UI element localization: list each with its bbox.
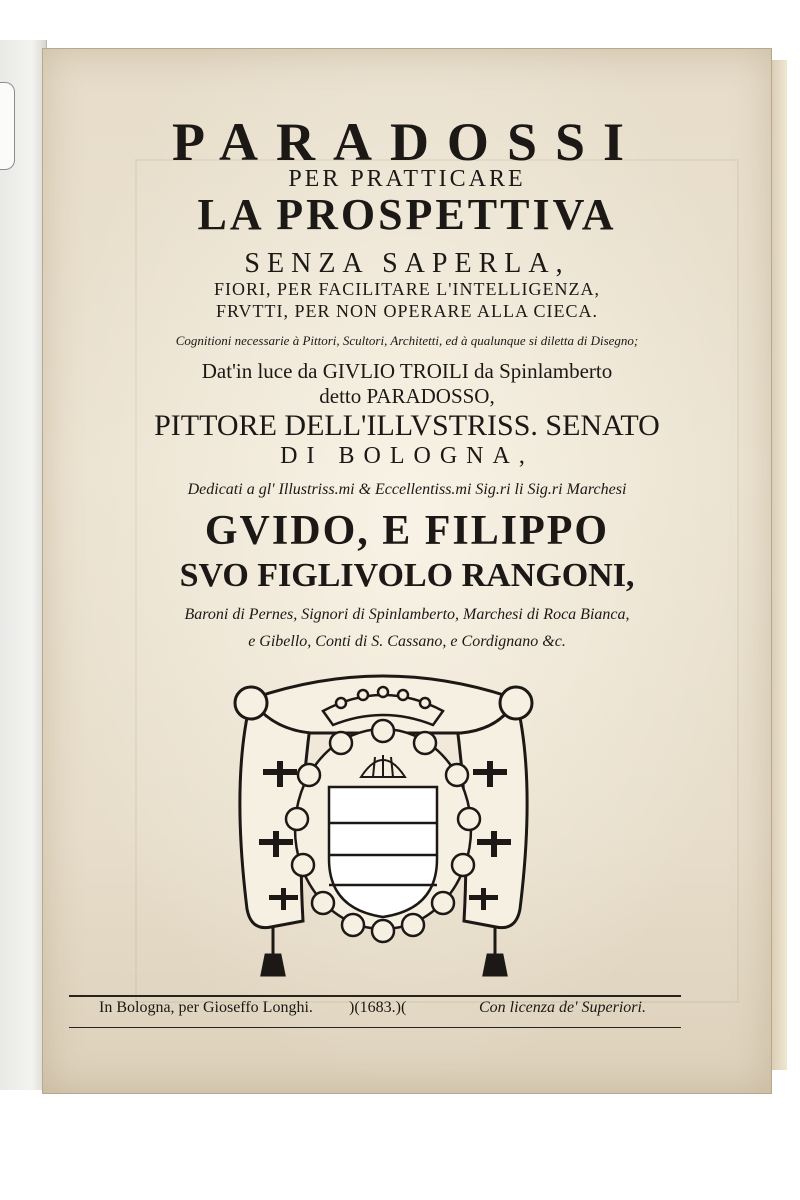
titles-line-1: Baroni di Pernes, Signori di Spinlamberto, Marchesi di Roca Bianca, — [184, 606, 630, 623]
author-title-line-2: DI BOLOGNA, — [280, 443, 534, 469]
page-edge — [770, 60, 787, 1070]
bookmark-tab — [0, 82, 15, 170]
title-line-4: SENZA SAPERLA, — [244, 248, 570, 279]
title-line-2: PER PRATTICARE — [288, 166, 526, 192]
subtitle-line-2: FRVTTI, PER NON OPERARE ALLA CIECA. — [215, 301, 599, 321]
author-title-line-1: PITTORE DELL'ILLVSTRISS. SENATO — [154, 409, 660, 442]
title-page — [42, 48, 772, 1094]
shield — [329, 787, 437, 917]
coat-of-arms-engraving — [211, 659, 556, 977]
dedication-line: Dedicati a gl' Illustriss.mi & Eccellentiss.mi Sig.ri li Sig.ri Marchesi — [187, 481, 627, 498]
dedicatee-line-2: SVO FIGLIVOLO RANGONI, — [179, 557, 635, 594]
left-board — [0, 40, 47, 1090]
imprint-license: Con licenza de' Superiori. — [479, 999, 646, 1016]
imprint-place: In Bologna, per Gioseffo Longhi. — [99, 999, 313, 1016]
imprint-rule-bottom — [69, 1027, 681, 1028]
title-line-3: LA PROSPETTIVA — [197, 190, 617, 239]
main-title: PARADOSSI — [171, 112, 643, 172]
audience-line: Cognitioni necessarie à Pittori, Scultori, Architetti, ed à qualunque si diletta di Disegno; — [175, 333, 639, 348]
titles-line-2: e Gibello, Conti di S. Cassano, e Cordignano &c. — [248, 633, 566, 650]
subtitle-line-1: FIORI, PER FACILITARE L'INTELLIGENZA, — [214, 279, 600, 299]
imprint-rule-top — [69, 995, 681, 997]
dedicatee-line-1: GVIDO, E FILIPPO — [204, 508, 610, 554]
author-line: Dat'in luce da GIVLIO TROILI da Spinlamberto — [201, 359, 613, 383]
imprint-year: )(1683.)( — [349, 999, 407, 1016]
author-nickname: detto PARADOSSO, — [319, 384, 495, 408]
